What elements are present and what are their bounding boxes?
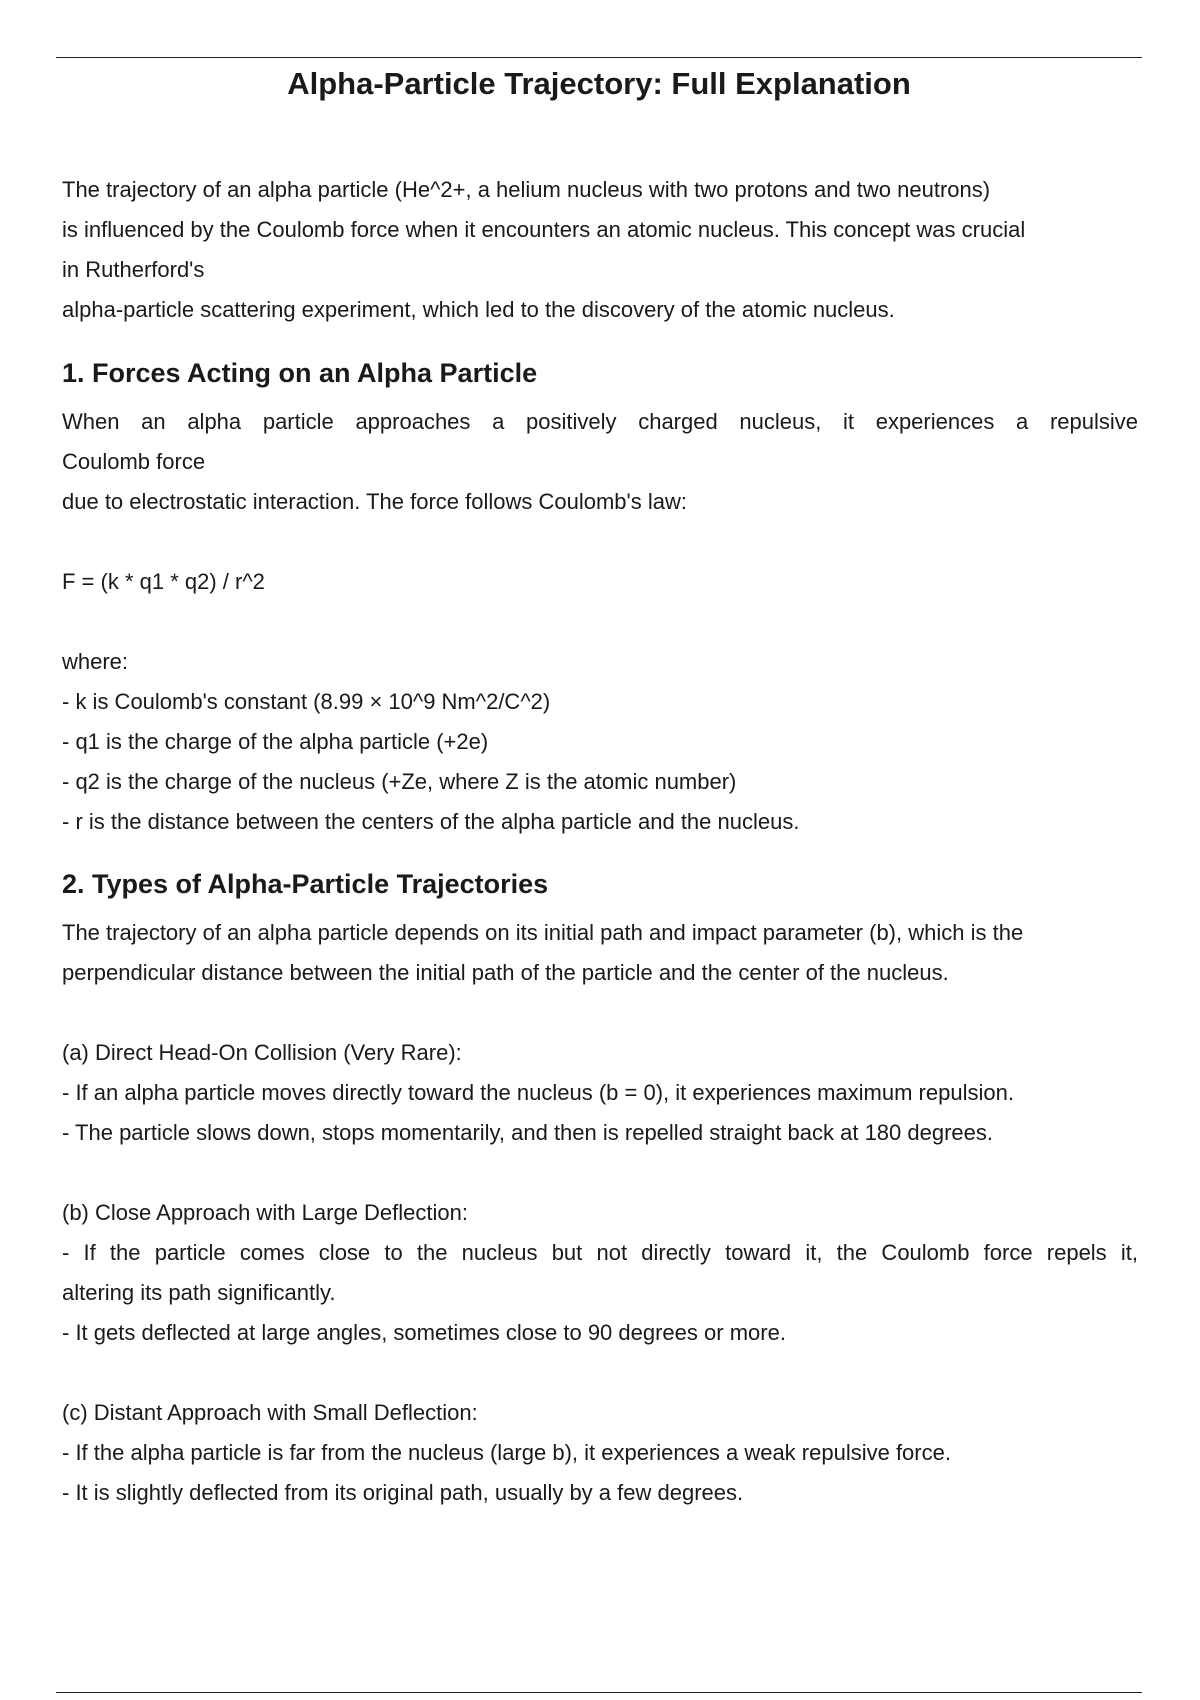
list-item: altering its path significantly. [62,1280,336,1305]
section-2-line: perpendicular distance between the initial path of the particle and the center of the nucleus. [62,960,949,985]
intro-paragraph [62,170,1138,330]
list-item: - q1 is the charge of the alpha particle (+2e) [62,729,489,754]
list-item: - r is the distance between the centers of the alpha particle and the nucleus. [62,809,800,834]
section-2-heading: 2. Types of Alpha-Particle Trajectories [62,869,549,899]
intro-line: is influenced by the Coulomb force when it encounters an atomic nucleus. This concept was crucial [62,217,1026,242]
bottom-rule [56,1692,1142,1693]
section-1-line: due to electrostatic interaction. The force follows Coulomb's law: [62,489,687,514]
list-item: - k is Coulomb's constant (8.99 × 10^9 Nm^2/C^2) [62,689,551,714]
top-rule [56,57,1142,58]
case-b-list [62,1233,1138,1353]
coulomb-formula: F = (k * q1 * q2) / r^2 [62,569,265,594]
intro-line: The trajectory of an alpha particle (He^2+, a helium nucleus with two protons and two neutrons) [62,177,991,202]
list-item: - The particle slows down, stops momentarily, and then is repelled straight back at 180 degrees. [62,1120,994,1145]
list-item: - q2 is the charge of the nucleus (+Ze, where Z is the atomic number) [62,769,737,794]
list-item: - If the particle comes close to the nucleus but not directly toward it, the Coulomb force repels it, [62,1240,1138,1265]
case-c-list [62,1433,1138,1513]
where-list [62,682,1138,842]
case-b-title: (b) Close Approach with Large Deflection: [62,1200,468,1225]
section-2-paragraph [62,913,1138,993]
where-label: where: [62,649,129,674]
case-c-title: (c) Distant Approach with Small Deflection: [62,1400,478,1425]
case-a-title: (a) Direct Head-On Collision (Very Rare): [62,1040,462,1065]
section-1-line: Coulomb force [62,449,206,474]
section-1-line: When an alpha particle approaches a positively charged nucleus, it experiences a repulsive [62,409,1138,434]
intro-line: alpha-particle scattering experiment, which led to the discovery of the atomic nucleus. [62,297,895,322]
page-title: Alpha-Particle Trajectory: Full Explanation [287,66,911,101]
list-item: - If the alpha particle is far from the nucleus (large b), it experiences a weak repulsive force. [62,1440,951,1465]
section-1-heading: 1. Forces Acting on an Alpha Particle [62,358,538,388]
section-2-line: The trajectory of an alpha particle depends on its initial path and impact parameter (b), which is the [62,920,1024,945]
intro-line: in Rutherford's [62,257,205,282]
case-a-list [62,1073,1138,1153]
section-1-paragraph [62,402,1138,522]
list-item: - If an alpha particle moves directly toward the nucleus (b = 0), it experiences maximum repulsion. [62,1080,1014,1105]
list-item: - It is slightly deflected from its original path, usually by a few degrees. [62,1480,744,1505]
list-item: - It gets deflected at large angles, sometimes close to 90 degrees or more. [62,1320,786,1345]
document-body [62,170,1138,1513]
